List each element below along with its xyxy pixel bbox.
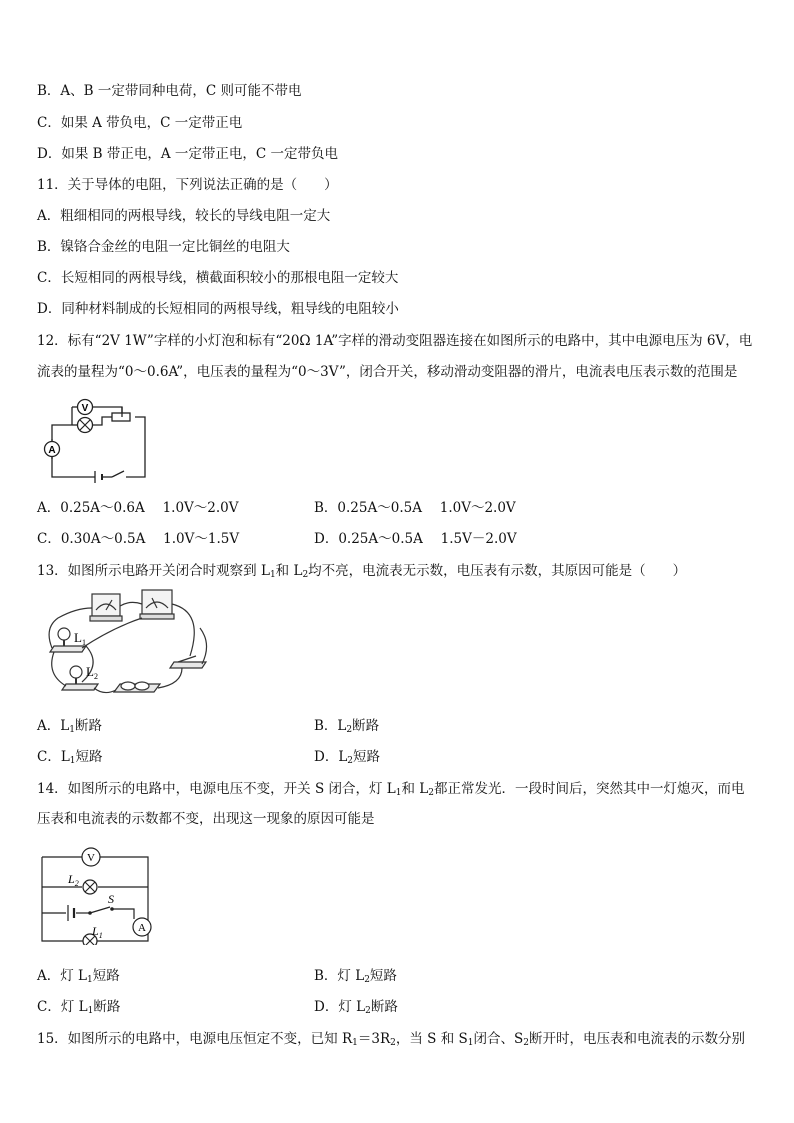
q12-stem-line1: 12．标有“2V 1W”字样的小灯泡和标有“20Ω 1A”字样的滑动变阻器连接在如图所示的电路中，其中电源电压为 6V，电 [37, 333, 753, 349]
q10-option-c: C．如果 A 带负电，C 一定带正电 [37, 115, 243, 131]
q13-option-c: C．$L_1$短路 [37, 749, 103, 766]
q13-option-d: D．$L_2$短路 [314, 749, 381, 766]
q12-ammeter-label: A [48, 445, 56, 456]
q14-label-l1: $L_1$ [92, 924, 103, 940]
q11-option-d: D．同种材料制成的长短相同的两根导线，粗导线的电阻较小 [37, 301, 399, 317]
q14-option-d: D．灯 $L_2$断路 [314, 999, 398, 1016]
q13-circuit-photo [42, 588, 212, 706]
q11-option-b: B．镍铬合金丝的电阻一定比铜丝的电阻大 [37, 239, 290, 255]
q14-option-c: C．灯 $L_1$断路 [37, 999, 121, 1016]
q13-option-a: A．$L_1$断路 [37, 718, 102, 735]
q12-stem-line2: 流表的量程为“0～0.6A”，电压表的量程为“0～3V”，闭合开关，移动滑动变阻器的滑片，电流表电压表示数的范围是 [37, 364, 738, 380]
q14-ammeter-label: A [138, 922, 146, 934]
q14-stem-line2: 压表和电流表的示数都不变，出现这一现象的原因可能是 [37, 811, 375, 827]
q12-option-a: A．0.25A～0.6A 1.0V～2.0V [37, 500, 239, 516]
q13-stem: 13．如图所示电路开关闭合时观察到 $L_1$和 $L_2$均不亮，电流表无示数，电压表有示数，其原因可能是（ ） [37, 563, 687, 580]
q14-stem-line1: 14．如图所示的电路中，电源电压不变，开关 S 闭合，灯 $L_1$和 $L_2$都正常发光．一段时间后，突然其中一灯熄灭，而电 [37, 781, 745, 798]
q14-label-s: S [108, 892, 114, 906]
q14-option-b: B．灯 $L_2$短路 [314, 968, 397, 985]
q10-option-b: B．A、B 一定带同种电荷，C 则可能不带电 [37, 83, 302, 99]
q12-voltmeter-label: V [81, 403, 89, 414]
q12-option-d: D．0.25A～0.5A 1.5V－2.0V [314, 531, 517, 547]
q13-option-b: B．$L_2$断路 [314, 718, 380, 735]
q14-circuit-diagram [38, 845, 158, 945]
q10-option-d: D．如果 B 带正电，A 一定带正电，C 一定带负电 [37, 146, 338, 162]
q15-stem: 15．如图所示的电路中，电源电压恒定不变，已知 $R_1=3R_2$，当 S 和 $S_1$闭合、$S_2$断开时，电压表和电流表的示数分别 [37, 1031, 745, 1048]
q11-option-c: C．长短相同的两根导线，横截面积较小的那根电阻一定较大 [37, 270, 399, 286]
q13-label-l1: $L_1$ [74, 630, 86, 647]
q12-circuit-diagram [40, 395, 155, 485]
q11-stem: 11．关于导体的电阻，下列说法正确的是（ ） [37, 177, 338, 193]
q14-label-l2: $L_2$ [68, 872, 79, 888]
q14-voltmeter-label: V [87, 852, 95, 864]
q11-option-a: A．粗细相同的两根导线，较长的导线电阻一定大 [37, 208, 331, 224]
q13-label-l2: $L_2$ [86, 664, 98, 681]
q12-option-c: C．0.30A～0.5A 1.0V～1.5V [37, 531, 240, 547]
q12-option-b: B．0.25A～0.5A 1.0V～2.0V [314, 500, 516, 516]
q14-option-a: A．灯 $L_1$短路 [37, 968, 120, 985]
